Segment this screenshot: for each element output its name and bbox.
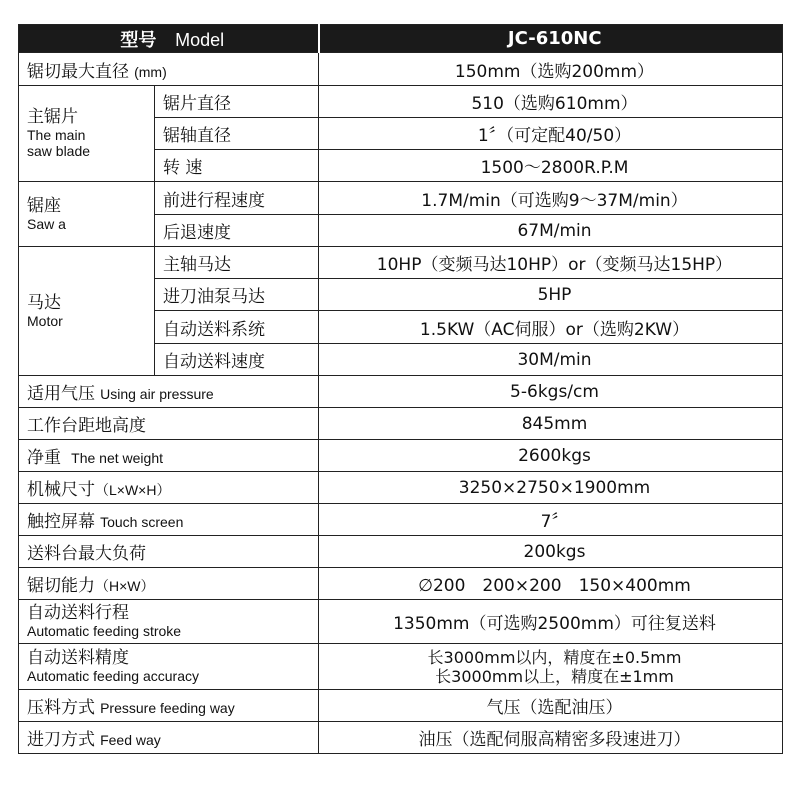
net-weight-label [19,440,319,472]
saw-base-label-en: Saw a [27,215,66,232]
feed-pump-motor-label: 进刀油泵马达 [155,279,319,311]
touch-screen-label [19,504,319,536]
motor-label-cn: 马达 [27,292,61,313]
main-saw-blade-group-label [19,86,155,182]
max-cut-diameter-label [19,53,319,86]
row-blade-diameter [19,86,783,118]
row-feed-way [19,722,783,754]
motor-group-label [19,247,155,376]
row-dimensions [19,472,783,504]
air-pressure-label [19,376,319,408]
net-weight-label-en: The net weight [71,450,164,466]
touch-screen-value: 7〞 [319,504,783,536]
spec-table [18,24,783,754]
saw-base-label-cn: 锯座 [27,195,61,216]
pressure-feeding-label-en: Pressure feeding way [100,700,235,716]
feeding-accuracy-value-1: 长3000mm以内，精度在±0.5mm [427,647,682,667]
row-spindle-motor [19,247,783,279]
header-row [19,25,783,53]
max-cut-diameter-label-cn: 锯切最大直径 [27,61,129,82]
main-saw-blade-label-cn: 主锯片 [27,107,78,127]
blade-diameter-value: 510（选购610mm） [319,86,783,118]
net-weight-label-cn: 净重 [27,448,61,468]
rotation-speed-value: 1500～2800R.P.M [319,150,783,182]
row-cut-capacity [19,568,783,600]
row-table-height [19,408,783,440]
dimensions-label-en: （L×W×H） [95,482,171,498]
pressure-feeding-label [19,690,319,722]
feeding-accuracy-label [19,644,319,690]
spindle-motor-value: 10HP（变频马达10HP）or（变频马达15HP） [319,247,783,279]
auto-feed-speed-label: 自动送料速度 [155,344,319,376]
dimensions-label [19,472,319,504]
auto-feed-speed-value: 30M/min [319,344,783,376]
air-pressure-label-en: Using air pressure [100,386,214,402]
row-max-cut-diameter [19,53,783,86]
feeding-stroke-value: 1350mm（可选购2500mm）可往复送料 [319,600,783,644]
dimensions-value: 3250×2750×1900mm [319,472,783,504]
feed-way-label-en: Feed way [100,732,161,748]
cut-capacity-label [19,568,319,600]
air-pressure-value: 5-6kgs/cm [319,376,783,408]
row-feeding-stroke [19,600,783,644]
header-label-cn: 型号 [120,29,157,51]
feeding-accuracy-label-en: Automatic feeding accuracy [27,668,199,684]
feeding-stroke-label-cn: 自动送料行程 [27,603,129,623]
auto-feed-system-value: 1.5KW（AC伺服）or（选购2KW） [319,311,783,344]
motor-label-en: Motor [27,312,63,329]
touch-screen-label-en: Touch screen [100,514,184,530]
net-weight-value: 2600kgs [319,440,783,472]
feed-way-label-cn: 进刀方式 [27,730,95,750]
table-height-label: 工作台距地高度 [19,408,319,440]
feed-pump-motor-value: 5HP [319,279,783,311]
main-saw-blade-label-en-1: The main [27,127,86,143]
row-touch-screen [19,504,783,536]
dimensions-label-cn: 机械尺寸 [27,480,95,500]
feed-way-label [19,722,319,754]
row-pressure-feeding [19,690,783,722]
air-pressure-label-cn: 适用气压 [27,384,95,404]
row-forward-speed [19,182,783,215]
feeding-accuracy-label-cn: 自动送料精度 [27,648,129,668]
cut-capacity-label-cn: 锯切能力 [27,576,95,596]
forward-speed-value: 1.7M/min（可选购9～37M/min） [319,182,783,215]
header-label-en: Model [175,29,225,50]
row-max-load [19,536,783,568]
feeding-accuracy-value-2: 长3000mm以上，精度在±1mm [435,666,674,686]
rotation-speed-label: 转 速 [155,150,319,182]
row-air-pressure [19,376,783,408]
max-load-label: 送料台最大负荷 [19,536,319,568]
feeding-accuracy-value [319,644,783,690]
max-load-value: 200kgs [319,536,783,568]
arbor-diameter-value: 1〞（可定配40/50） [319,118,783,150]
max-cut-diameter-value: 150mm（选购200mm） [319,53,783,86]
row-net-weight [19,440,783,472]
spindle-motor-label: 主轴马达 [155,247,319,279]
pressure-feeding-value: 气压（选配油压） [319,690,783,722]
row-feeding-accuracy [19,644,783,690]
return-speed-value: 67M/min [319,215,783,247]
table-height-value: 845mm [319,408,783,440]
cut-capacity-value: ∅200 200×200 150×400mm [319,568,783,600]
header-label [19,25,319,53]
auto-feed-system-label: 自动送料系统 [155,311,319,344]
touch-screen-label-cn: 触控屏幕 [27,512,95,532]
forward-speed-label: 前进行程速度 [155,182,319,215]
cut-capacity-label-en: （H×W） [95,578,155,594]
max-cut-diameter-label-en: (mm) [134,63,167,80]
feeding-stroke-label-en: Automatic feeding stroke [27,623,182,639]
blade-diameter-label: 锯片直径 [155,86,319,118]
return-speed-label: 后退速度 [155,215,319,247]
header-model-value: JC-610NC [319,25,783,53]
pressure-feeding-label-cn: 压料方式 [27,698,95,718]
main-saw-blade-label-en-2: saw blade [27,143,91,159]
feed-way-value: 油压（选配伺服高精密多段速进刀） [319,722,783,754]
feeding-stroke-label [19,600,319,644]
saw-base-group-label [19,182,155,247]
arbor-diameter-label: 锯轴直径 [155,118,319,150]
